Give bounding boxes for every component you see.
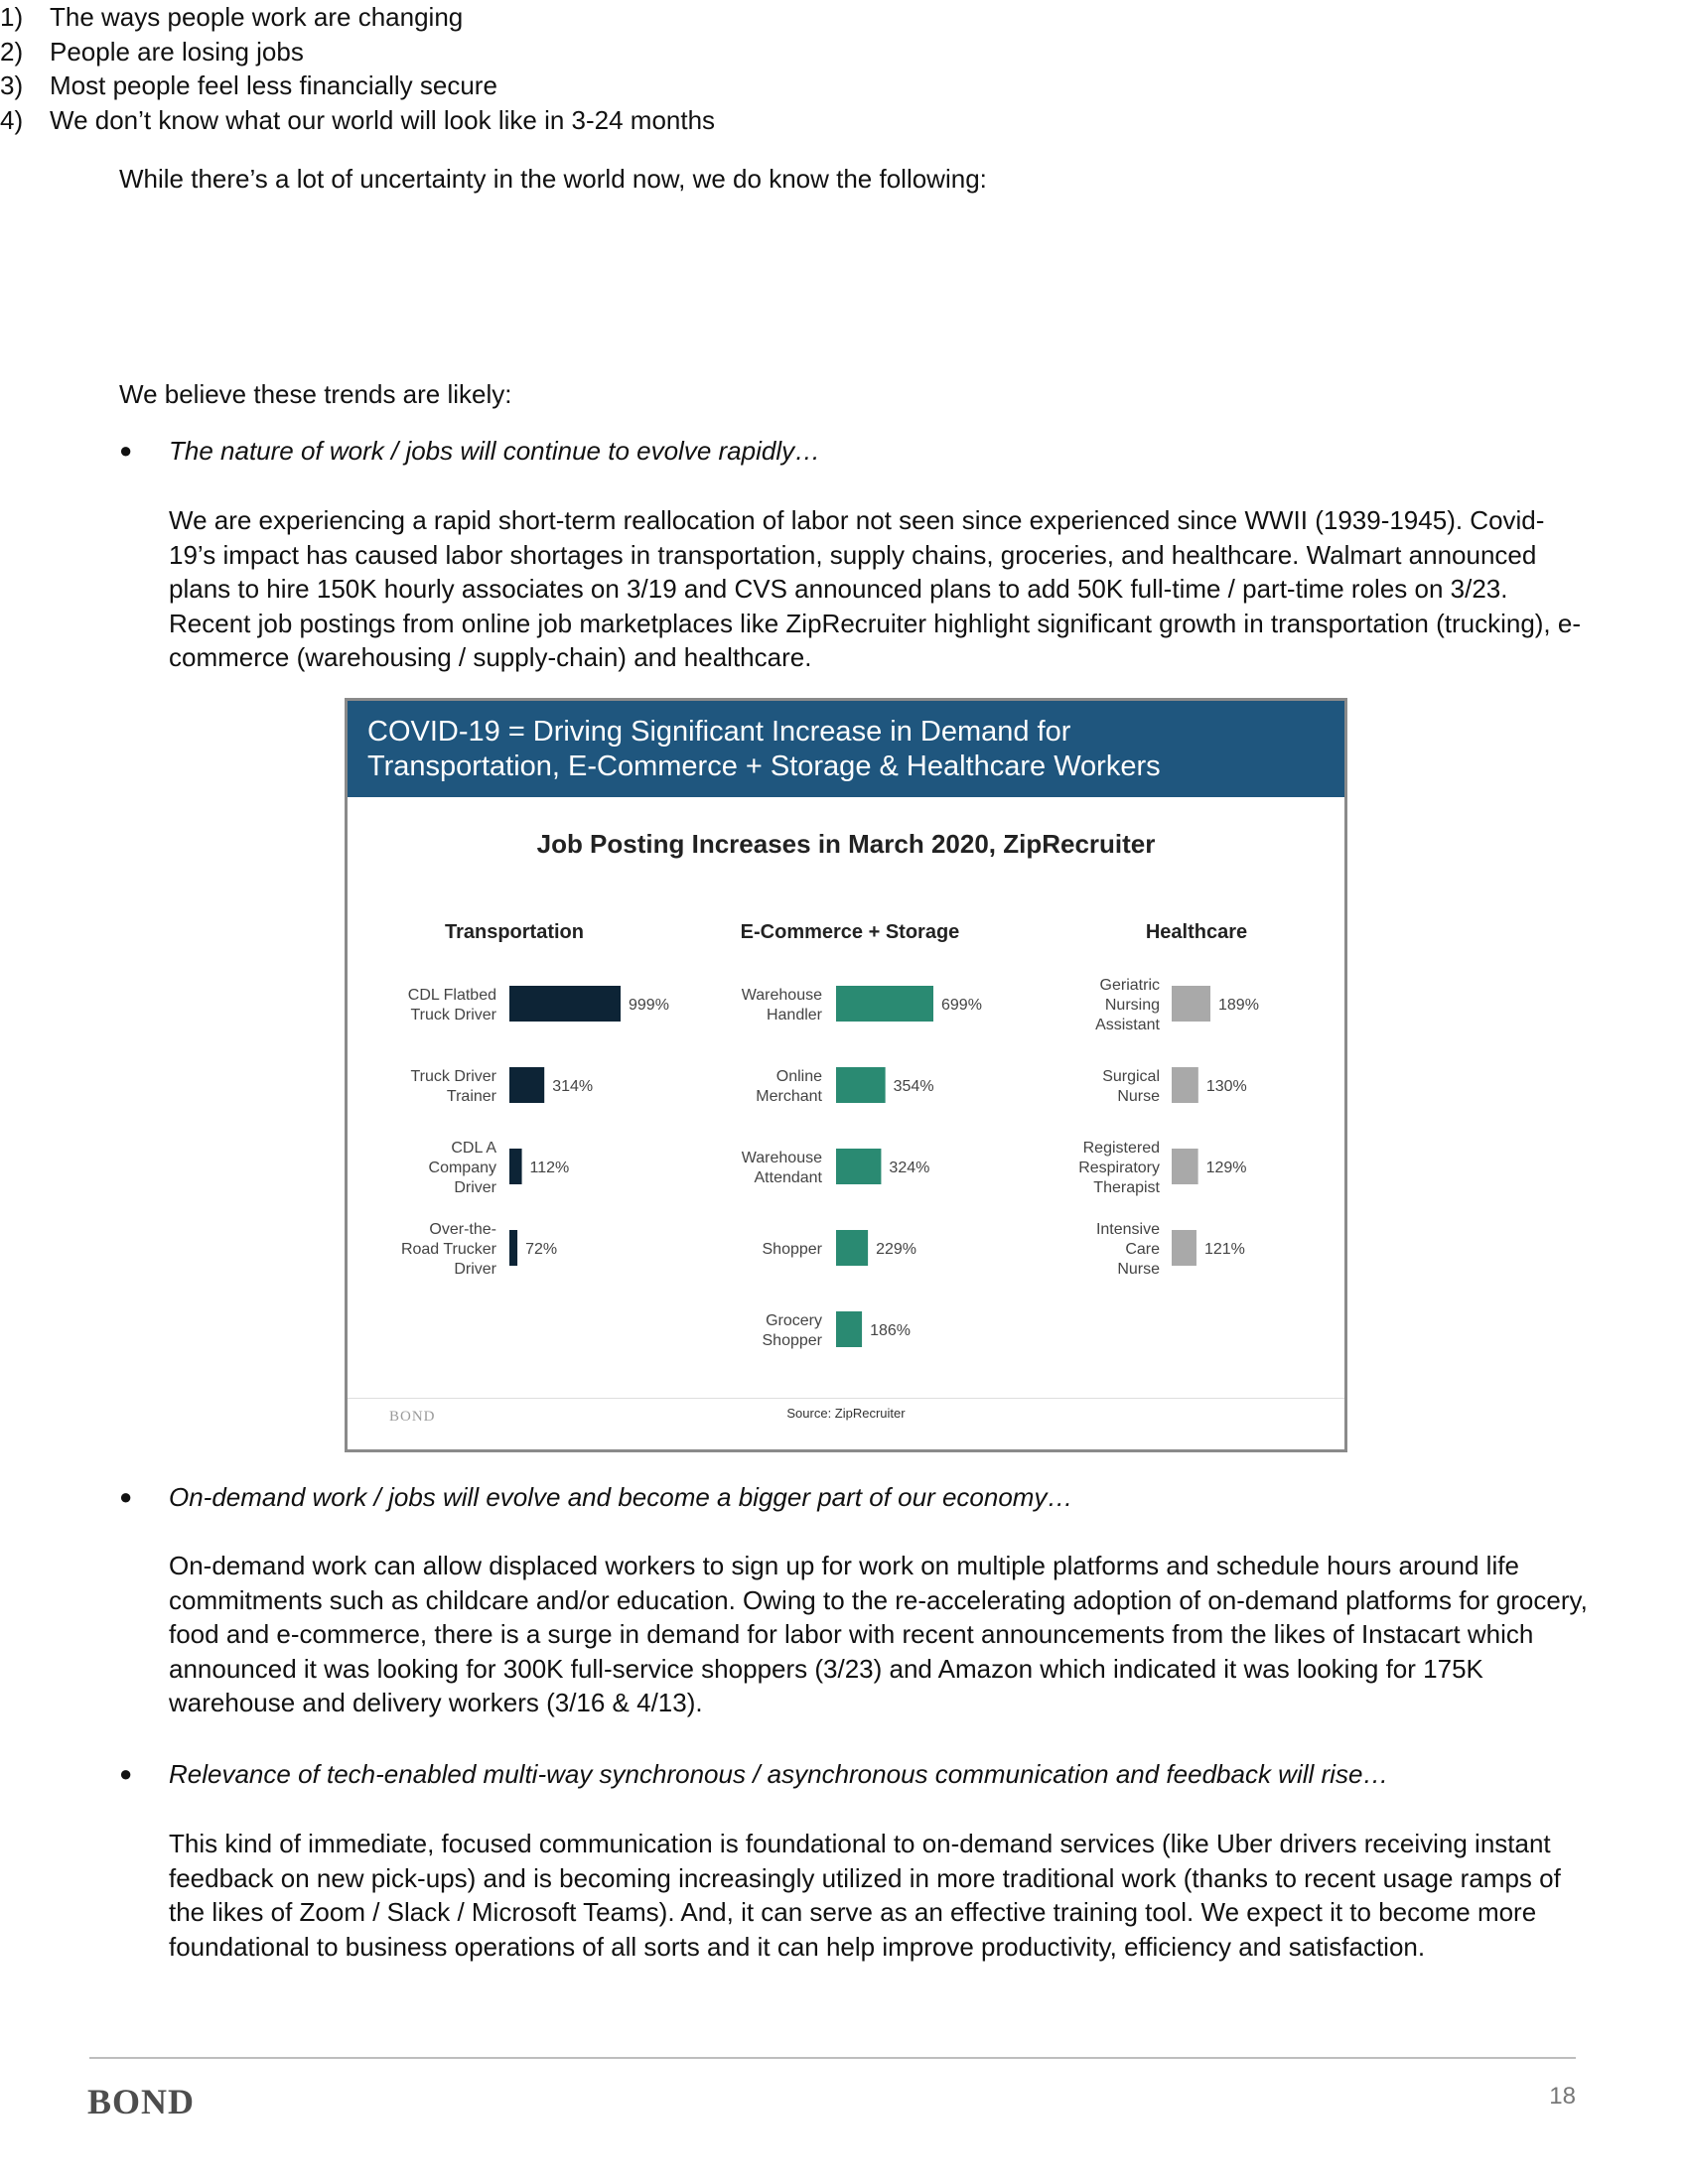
category-label: Assistant bbox=[1095, 1017, 1160, 1033]
category-label: Company bbox=[428, 1160, 496, 1176]
footer-divider bbox=[89, 2057, 1576, 2059]
bar bbox=[836, 1067, 886, 1103]
category-label: Intensive bbox=[1095, 1221, 1160, 1238]
category-label: Care bbox=[1125, 1241, 1160, 1258]
chart-panel-header bbox=[348, 701, 1344, 797]
bar bbox=[836, 986, 933, 1022]
bar bbox=[1172, 986, 1210, 1022]
category-label: Registered bbox=[1082, 1140, 1160, 1157]
chart-footer-divider bbox=[348, 1398, 1344, 1399]
category-label: Over-the- bbox=[429, 1221, 496, 1238]
category-label: Attendant bbox=[754, 1169, 822, 1186]
list-item: 3) Most people feel less financially secure bbox=[0, 70, 497, 100]
bullet-icon: ● bbox=[119, 1484, 133, 1509]
group-header: Transportation bbox=[444, 921, 585, 943]
category-label: Driver bbox=[454, 1261, 496, 1278]
data-label: 324% bbox=[889, 1160, 930, 1176]
data-label: 229% bbox=[876, 1241, 917, 1258]
data-label: 354% bbox=[893, 1078, 934, 1095]
list-item: 1) The ways people work are changing bbox=[0, 2, 464, 32]
bar bbox=[836, 1230, 868, 1266]
bar bbox=[836, 1149, 881, 1184]
data-label: 72% bbox=[525, 1241, 558, 1258]
intro-text: While there’s a lot of uncertainty in the world now, we do know the following: bbox=[119, 164, 987, 194]
chart-header-line-1: COVID-19 = Driving Significant Increase in Demand for bbox=[367, 716, 1071, 748]
category-label: Respiratory bbox=[1078, 1160, 1160, 1176]
trend-body: On-demand work can allow displaced workers to sign up for work on multiple platforms and schedule hours around life commitments such as childcare and/or education. Owing to the re-accelerating adoption of on-demand platforms for grocery, food and e-commerce, there is a surge in demand for labor with recent announcements from the likes of Instacart which announced it was looking for 300K full-service shoppers (3/23) and Amazon which indicated it was looking for 175K warehouse and delivery workers (3/16 & 4/13). bbox=[169, 1551, 1588, 1717]
chart-header-line-2: Transportation, E-Commerce + Storage & Healthcare Workers bbox=[367, 751, 1161, 782]
data-label: 186% bbox=[870, 1322, 911, 1339]
category-label: Handler bbox=[766, 1007, 822, 1024]
category-label: Road Trucker bbox=[400, 1241, 496, 1258]
category-label: Warehouse bbox=[741, 987, 822, 1004]
trend-body: This kind of immediate, focused communication is foundational to on-demand services (like Uber drivers receiving instant feedback on new pick-ups) and is becoming increasingly utilized in more traditional work (thanks to recent usage ramps of the likes of Zoom / Slack / Microsoft Teams). And, it can serve as an effective training tool. We expect it to become more foundational to business operations of all sorts and it can help improve productivity, efficiency and satisfaction. bbox=[169, 1829, 1561, 1962]
category-label: CDL A bbox=[451, 1140, 496, 1157]
data-label: 129% bbox=[1205, 1160, 1247, 1176]
category-label: Truck Driver bbox=[410, 1068, 496, 1085]
bar-chart bbox=[348, 797, 1344, 1398]
list-item: 2) People are losing jobs bbox=[0, 36, 304, 67]
category-label: Shopper bbox=[762, 1241, 822, 1258]
trend-heading: ● On-demand work / jobs will evolve and become a bigger part of our economy… bbox=[119, 1480, 1072, 1515]
category-label: Trainer bbox=[446, 1088, 496, 1105]
bar bbox=[836, 1311, 862, 1347]
category-label: Warehouse bbox=[741, 1150, 822, 1166]
group-header: Healthcare bbox=[1145, 921, 1248, 943]
data-label: 314% bbox=[552, 1078, 594, 1095]
bar bbox=[509, 1067, 544, 1103]
category-label: Driver bbox=[454, 1179, 496, 1196]
bullet-icon: ● bbox=[119, 1761, 133, 1786]
bar bbox=[1172, 1067, 1198, 1103]
bar bbox=[1172, 1149, 1198, 1184]
category-label: Merchant bbox=[756, 1088, 822, 1105]
bar bbox=[509, 1149, 522, 1184]
chart-title: Job Posting Increases in March 2020, ZipRecruiter bbox=[536, 829, 1156, 859]
list-item: 4) We don’t know what our world will look like in 3-24 months bbox=[0, 104, 716, 135]
group-header: E-Commerce + Storage bbox=[740, 921, 960, 943]
trend-heading: ● The nature of work / jobs will continue to evolve rapidly… bbox=[119, 434, 820, 469]
category-label: Online bbox=[775, 1068, 822, 1085]
bar bbox=[509, 1230, 517, 1266]
category-label: CDL Flatbed bbox=[407, 987, 496, 1004]
category-label: Nurse bbox=[1117, 1261, 1160, 1278]
data-label: 121% bbox=[1203, 1241, 1245, 1258]
trends-intro: We believe these trends are likely: bbox=[119, 379, 512, 409]
data-label: 189% bbox=[1218, 997, 1259, 1014]
category-label: Surgical bbox=[1102, 1068, 1160, 1085]
category-label: Therapist bbox=[1093, 1179, 1160, 1196]
category-label: Geriatric bbox=[1099, 977, 1160, 994]
category-label: Shopper bbox=[762, 1332, 822, 1349]
bar bbox=[1172, 1230, 1196, 1266]
chart-source: Source: ZipRecruiter bbox=[786, 1406, 906, 1421]
data-label: 130% bbox=[1205, 1078, 1247, 1095]
bar bbox=[509, 986, 621, 1022]
data-label: 699% bbox=[941, 997, 982, 1014]
category-label: Nursing bbox=[1104, 997, 1160, 1014]
trend-heading: ● Relevance of tech-enabled multi-way synchronous / asynchronous communication and feedback will rise… bbox=[119, 1757, 1388, 1792]
bullet-icon: ● bbox=[119, 438, 133, 463]
chart-brand-logo: BOND bbox=[389, 1409, 436, 1425]
category-label: Grocery bbox=[766, 1312, 822, 1329]
footer-logo: BOND bbox=[87, 2082, 196, 2121]
chart-panel bbox=[345, 698, 1347, 1452]
data-label: 112% bbox=[529, 1160, 570, 1176]
trend-body: We are experiencing a rapid short-term reallocation of labor not seen since experienced since WWII (1939-1945). Covid-19’s impact has caused labor shortages in transportation, supply chains, groceries, and healthcare. Walmart announced plans to hire 150K hourly associates on 3/19 and CVS announced plans to add 50K full-time / part-time roles on 3/23. Recent job postings from online job marketplaces like ZipRecruiter highlight significant growth in transportation (trucking), e-commerce (warehousing / supply-chain) and healthcare. bbox=[169, 505, 1582, 672]
known-list bbox=[0, 0, 1688, 137]
category-label: Truck Driver bbox=[410, 1007, 496, 1024]
page-number: 18 bbox=[1549, 2083, 1576, 2110]
data-label: 999% bbox=[629, 997, 669, 1014]
category-label: Nurse bbox=[1117, 1088, 1160, 1105]
